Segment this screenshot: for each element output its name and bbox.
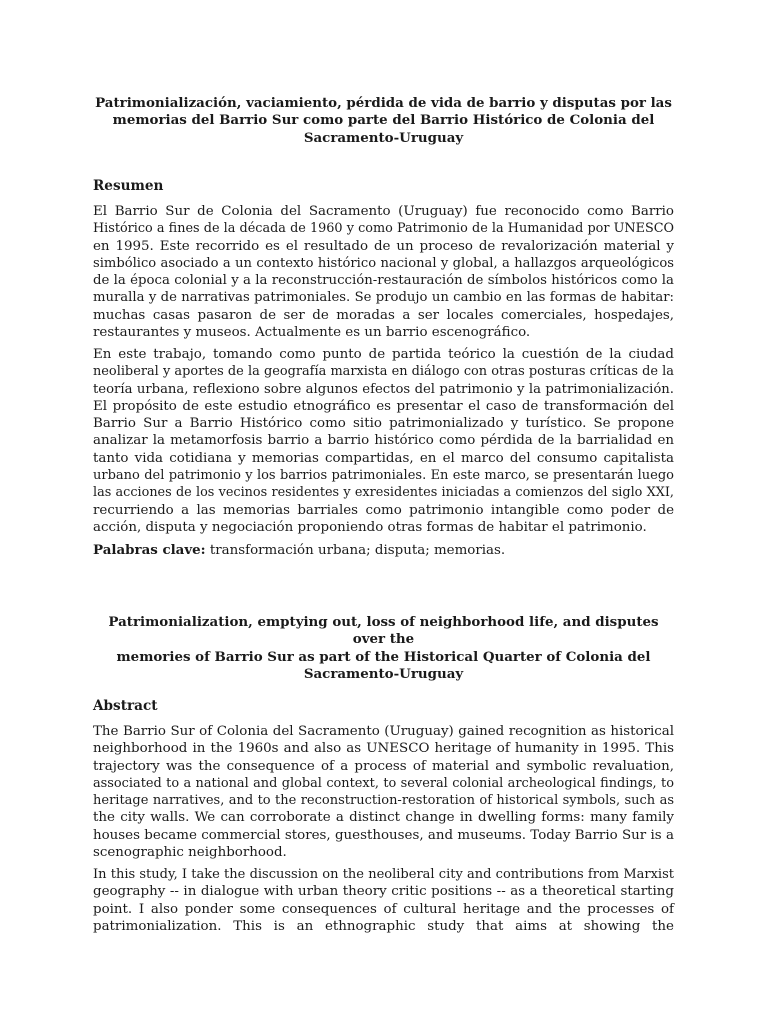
text-line: The Barrio Sur of Colonia del Sacramento (Uruguay) gained recognition as historical (93, 724, 674, 739)
keywords (93, 542, 505, 559)
text-line: tanto vida cotidiana y memorias compartidas, en el marco del consumo capitalista (93, 450, 674, 466)
resumen-paragraph-1 (93, 203, 674, 341)
text-line: scenographic neighborhood. (93, 845, 287, 861)
text-line: Barrio Sur a Barrio Histórico como sitio patrimonializado y turístico. Se propone (93, 416, 674, 432)
text-line: El Barrio Sur de Colonia del Sacramento (Uruguay) fue reconocido como Barrio (93, 204, 674, 219)
text-line: acción, disputa y negociación proponiendo otras formas de habitar el patrimonio. (93, 519, 647, 535)
text-line: heritage narratives, and to the reconstruction-restoration of historical symbols, such as (93, 793, 674, 809)
text-line: muralla y de narrativas patrimoniales. Se produjo un cambio en las formas de habitar: (93, 290, 674, 306)
title-en (93, 614, 674, 684)
text-line: urbano del patrimonio y los barrios patrimoniales. En este marco, se presentarán luego (93, 468, 674, 484)
text-line: houses became commercial stores, guesthouses, and museums. Today Barrio Sur is a (93, 827, 674, 843)
title-es (93, 95, 674, 147)
keywords-text: transformación urbana; disputa; memorias. (205, 543, 506, 558)
resumen-paragraph-2 (93, 346, 674, 536)
keywords-label: Palabras clave: (93, 542, 206, 558)
text-line: neoliberal y aportes de la geografía marxista en diálogo con otras posturas críticas de la (93, 364, 674, 380)
text-line: point. I also ponder some consequences of cultural heritage and the processes of (93, 901, 674, 917)
heading-abstract: Abstract (93, 698, 158, 714)
abstract-paragraph-2 (93, 866, 674, 935)
title-es-line-1: Patrimonialización, vaciamiento, pérdida de vida de barrio y disputas por las (95, 95, 672, 111)
text-line: restaurantes y museos. Actualmente es un barrio escenográfico. (93, 325, 531, 341)
text-line: de la época colonial y a la reconstrucción-restauración de símbolos históricos como la (93, 273, 674, 289)
text-line: En este trabajo, tomando como punto de partida teórico la cuestión de la ciudad (93, 347, 674, 362)
text-line: teoría urbana, reflexiono sobre algunos efectos del patrimonio y la patrimonialización. (93, 381, 674, 397)
title-es-line-2: memorias del Barrio Sur como parte del Barrio Histórico de Colonia del (112, 112, 655, 129)
text-line: geography -- in dialogue with urban theory critic positions -- as a theoretical starting (93, 884, 674, 900)
text-line: recurriendo a las memorias barriales como patrimonio intangible como poder de (93, 502, 674, 518)
title-es-line-3: Sacramento-Uruguay (303, 129, 464, 146)
text-line: las acciones de los vecinos residentes y exresidentes iniciadas a comienzos del siglo XXI, (93, 485, 674, 501)
text-line: Histórico a fines de la década de 1960 y como Patrimonio de la Humanidad por UNESCO (93, 221, 674, 237)
text-line: en 1995. Este recorrido es el resultado de un proceso de revalorización material y (93, 238, 674, 254)
text-line: In this study, I take the discussion on the neoliberal city and contributions from Marxist (93, 867, 674, 882)
title-en-line-2: memories of Barrio Sur as part of the Historical Quarter of Colonia del (116, 648, 651, 665)
title-en-line-3: Sacramento-Uruguay (303, 666, 464, 683)
abstract-paragraph-1 (93, 723, 674, 861)
text-line: analizar la metamorfosis barrio a barrio histórico como pérdida de la barrialidad en (93, 433, 674, 449)
title-en-line-1: Patrimonialization, emptying out, loss of neighborhood life, and disputes over the (108, 614, 659, 648)
text-line: simbólico asociado a un contexto histórico nacional y global, a hallazgos arqueológicos (93, 255, 674, 271)
text-line: trajectory was the consequence of a process of material and symbolic revaluation, (93, 758, 674, 774)
text-line: the city walls. We can corroborate a distinct change in dwelling forms: many family (93, 810, 674, 826)
text-line: neighborhood in the 1960s and also as UNESCO heritage of humanity in 1995. This (93, 741, 674, 757)
text-line: associated to a national and global context, to several colonial archeological findings, to (93, 775, 674, 791)
heading-resumen: Resumen (93, 178, 164, 194)
text-line: El propósito de este estudio etnográfico es presentar el caso de transformación del (93, 398, 674, 414)
text-line: patrimonialization. This is an ethnographic study that aims at showing the (93, 918, 674, 934)
text-line: muchas casas pasaron de ser de moradas a ser locales comerciales, hospedajes, (93, 307, 674, 323)
